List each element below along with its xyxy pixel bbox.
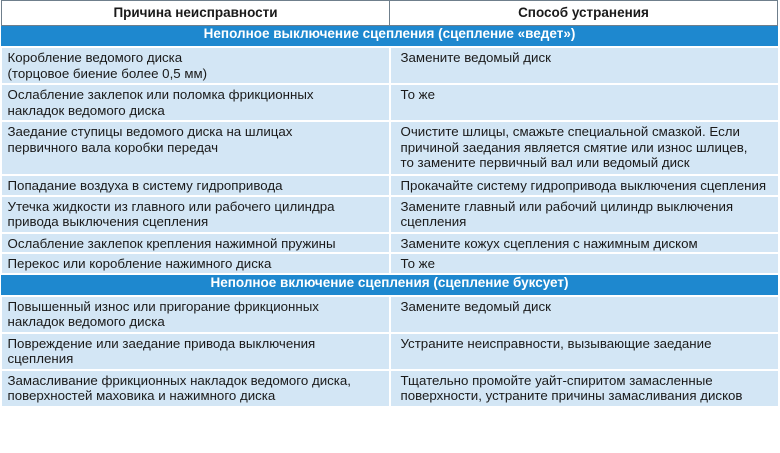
header-cause: Причина неисправности: [2, 1, 390, 26]
table-row: [2, 296, 778, 333]
section-header-row: [2, 274, 778, 296]
cause-cell: Перекос или коробление нажимного диска: [2, 253, 390, 274]
remedy-cell: Тщательно промойте уайт-спиритом замасленные поверхности, устраните причины замасливания дисков: [390, 370, 778, 407]
table-row: [2, 121, 778, 175]
remedy-cell: Замените кожух сцепления с нажимным диском: [390, 233, 778, 254]
section-header-row: [2, 26, 778, 48]
remedy-cell: То же: [390, 84, 778, 121]
cause-cell: Попадание воздуха в систему гидропривода: [2, 175, 390, 196]
remedy-cell: Замените ведомый диск: [390, 47, 778, 84]
cause-cell: Повышенный износ или пригорание фрикционных накладок ведомого диска: [2, 296, 390, 333]
table-row: [2, 175, 778, 196]
table-row: [2, 370, 778, 407]
cause-cell: Утечка жидкости из главного или рабочего цилиндра привода выключения сцепления: [2, 196, 390, 233]
table-row: [2, 196, 778, 233]
remedy-cell: Прокачайте систему гидропривода выключения сцепления: [390, 175, 778, 196]
section-title: Неполное включение сцепления (сцепление буксует): [2, 274, 778, 296]
table-row: [2, 84, 778, 121]
remedy-cell: То же: [390, 253, 778, 274]
cause-cell: Заедание ступицы ведомого диска на шлицах первичного вала коробки передач: [2, 121, 390, 175]
header-remedy: Способ устранения: [390, 1, 778, 26]
table-row: [2, 253, 778, 274]
cause-cell: Коробление ведомого диска (торцовое биение более 0,5 мм): [2, 47, 390, 84]
table-row: [2, 233, 778, 254]
table-body: [2, 26, 778, 407]
table-row: [2, 333, 778, 370]
section-title: Неполное выключение сцепления (сцепление «ведет»): [2, 26, 778, 48]
cause-cell: Ослабление заклепок крепления нажимной пружины: [2, 233, 390, 254]
remedy-cell: Замените главный или рабочий цилиндр выключения сцепления: [390, 196, 778, 233]
cause-cell: Замасливание фрикционных накладок ведомого диска, поверхностей маховика и нажимного диска: [2, 370, 390, 407]
troubleshooting-table-container: [1, 0, 779, 453]
troubleshooting-table: [1, 0, 778, 408]
remedy-cell: Очистите шлицы, смажьте специальной смазкой. Если причиной заедания является смятие или износ шлицев, то замените первичный вал или ведомый диск: [390, 121, 778, 175]
table-row: [2, 47, 778, 84]
remedy-cell: Замените ведомый диск: [390, 296, 778, 333]
cause-cell: Ослабление заклепок или поломка фрикционных накладок ведомого диска: [2, 84, 390, 121]
cause-cell: Повреждение или заедание привода выключения сцепления: [2, 333, 390, 370]
table-header-row: [2, 1, 778, 26]
remedy-cell: Устраните неисправности, вызывающие заедание: [390, 333, 778, 370]
